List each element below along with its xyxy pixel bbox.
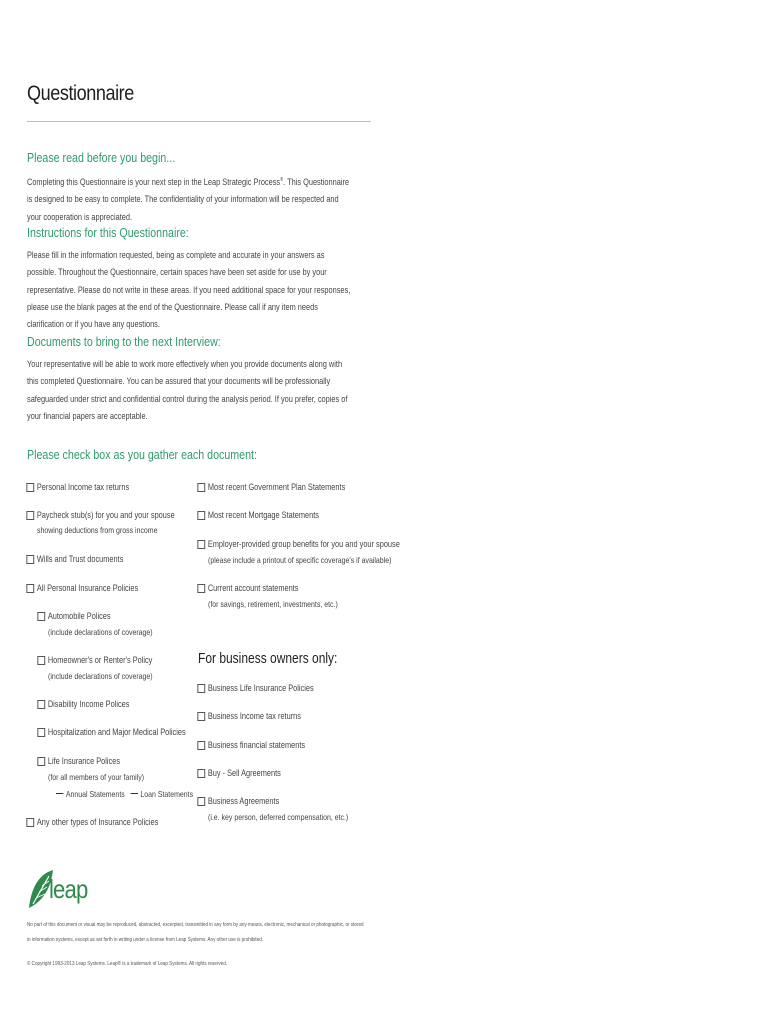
item-label: Business Income tax returns [207,711,301,721]
checkbox-icon[interactable] [37,612,45,621]
checkbox-business-tax[interactable] [198,711,301,722]
auto-sub: (include declarations of coverage) [48,627,153,637]
footer-copyright: © Copyright 1993-2013 Leap Systems. Leap® is a trademark of Leap Systems. All rights reserved. [27,961,228,967]
item-label: Paycheck stub(s) for you and your spouse [36,510,175,520]
checkbox-icon[interactable] [197,511,205,520]
page-title: Questionnaire [27,82,134,105]
logo-wordmark: leap [49,874,88,904]
checkbox-home[interactable] [38,655,152,666]
leap-logo [27,868,87,908]
item-label: Life Insurance Polices [47,756,121,766]
checkbox-business-financial[interactable] [198,740,305,751]
checkbox-icon[interactable] [37,656,45,665]
checkbox-icon[interactable] [197,712,205,721]
item-label: Disability Income Polices [47,699,130,709]
checkbox-icon[interactable] [197,483,205,492]
footer-notice-1: No part of this document or visual may be reproduced, abstracted, excerpted, transmitted in any form by any means, electronic, mechanical or photographic, or stored [27,922,364,928]
checkbox-icon[interactable] [197,769,205,778]
item-label: Hospitalization and Major Medical Policies [47,727,186,737]
checkbox-icon[interactable] [197,540,205,549]
loan-label: Loan Statements [140,789,194,799]
checkbox-business-life[interactable] [198,683,314,694]
checkbox-wills[interactable] [27,554,123,565]
checkbox-business-agreements[interactable] [198,796,279,807]
checkbox-personal-tax[interactable] [27,482,129,493]
read-text-a: Completing this Questionnaire is your next step in the Leap Strategic Process [27,177,281,187]
item-label: Current account statements [207,583,299,593]
checkbox-hospital[interactable] [38,727,186,738]
paycheck-sub: showing deductions from gross income [37,525,158,535]
item-label: All Personal Insurance Policies [36,583,139,593]
blank-line [56,793,63,794]
checkbox-icon[interactable] [197,741,205,750]
item-label: Any other types of Insurance Policies [36,817,159,827]
item-label: Buy - Sell Agreements [207,768,281,778]
checkbox-icon[interactable] [26,818,34,827]
footer-notice-2: in information systems, except as set forth in writing under a license from Leap Systems. Any other use is prohibited. [27,937,264,943]
checkbox-disability[interactable] [38,699,129,710]
business-agreements-sub: (i.e. key person, deferred compensation, etc.) [208,812,349,822]
item-label: Most recent Mortgage Statements [207,510,320,520]
checkbox-icon[interactable] [37,728,45,737]
instructions-heading: Instructions for this Questionnaire: [27,225,189,240]
account-sub: (for savings, retirement, investments, etc.) [208,599,338,609]
item-label: Business financial statements [207,740,306,750]
read-text [27,172,355,226]
checkbox-other[interactable] [27,817,158,828]
checkbox-paycheck[interactable] [27,510,175,521]
read-heading: Please read before you begin... [27,150,176,165]
checkbox-mortgage[interactable] [198,510,319,521]
checkbox-insurance[interactable] [27,583,138,594]
item-label: Automobile Polices [47,611,111,621]
checkbox-group-benefits[interactable] [198,539,400,550]
checkbox-life[interactable] [38,756,120,767]
item-label: Business Agreements [207,796,280,806]
checkbox-auto[interactable] [38,611,111,622]
home-sub: (include declarations of coverage) [48,671,153,681]
documents-text: Your representative will be able to work more effectively when you provide documents along with this completed Questionnaire. You can be assured that your documents will be professionally safeguarded under strict and confidential control during the analysis period. If you prefer, copies of your financial papers are acceptable. [27,359,348,421]
instructions-text: Please fill in the information requested, being as complete and accurate in your answers as possible. Throughout the Questionnaire, certain spaces have been set aside for use by your representative. Please do not write in these areas. If you need additional space for your responses, please use the blank pages at the end of the Questionnaire. Please call if any item needs clarification or if you have any questions. [27,250,351,330]
item-label: Most recent Government Plan Statements [207,482,346,492]
checkbox-icon[interactable] [37,757,45,766]
item-label: Business Life Insurance Policies [207,683,314,693]
checkbox-icon[interactable] [197,684,205,693]
checkbox-icon[interactable] [26,584,34,593]
checkbox-buy-sell[interactable] [198,768,281,779]
life-sub: (for all members of your family) [48,772,145,782]
checkbox-icon[interactable] [26,555,34,564]
checkbox-icon[interactable] [37,700,45,709]
documents-heading: Documents to bring to the next Interview: [27,334,221,349]
life-statements [56,789,193,799]
checkbox-icon[interactable] [26,511,34,520]
read-text-b: . This Questionnaire is designed to be easy to complete. The confidentiality of your information will be respected and your cooperation is appreciated. [27,177,350,222]
checkbox-icon[interactable] [26,483,34,492]
checkbox-gov-plan[interactable] [198,482,345,493]
business-heading: For business owners only: [198,650,338,667]
annual-label: Annual Statements [65,789,125,799]
checkbox-account[interactable] [198,583,299,594]
group-benefits-sub: (please include a printout of specific coverage's if available) [208,555,392,565]
registered-mark: ® [280,177,284,183]
item-label: Homeowner's or Renter's Policy [47,655,153,665]
checkbox-icon[interactable] [197,584,205,593]
title-divider [27,121,371,122]
checklist-heading: Please check box as you gather each document: [27,447,257,462]
item-label: Wills and Trust documents [36,554,124,564]
checkbox-icon[interactable] [197,797,205,806]
blank-line [131,793,138,794]
item-label: Personal Income tax returns [36,482,130,492]
item-label: Employer-provided group benefits for you and your spouse [207,539,400,549]
